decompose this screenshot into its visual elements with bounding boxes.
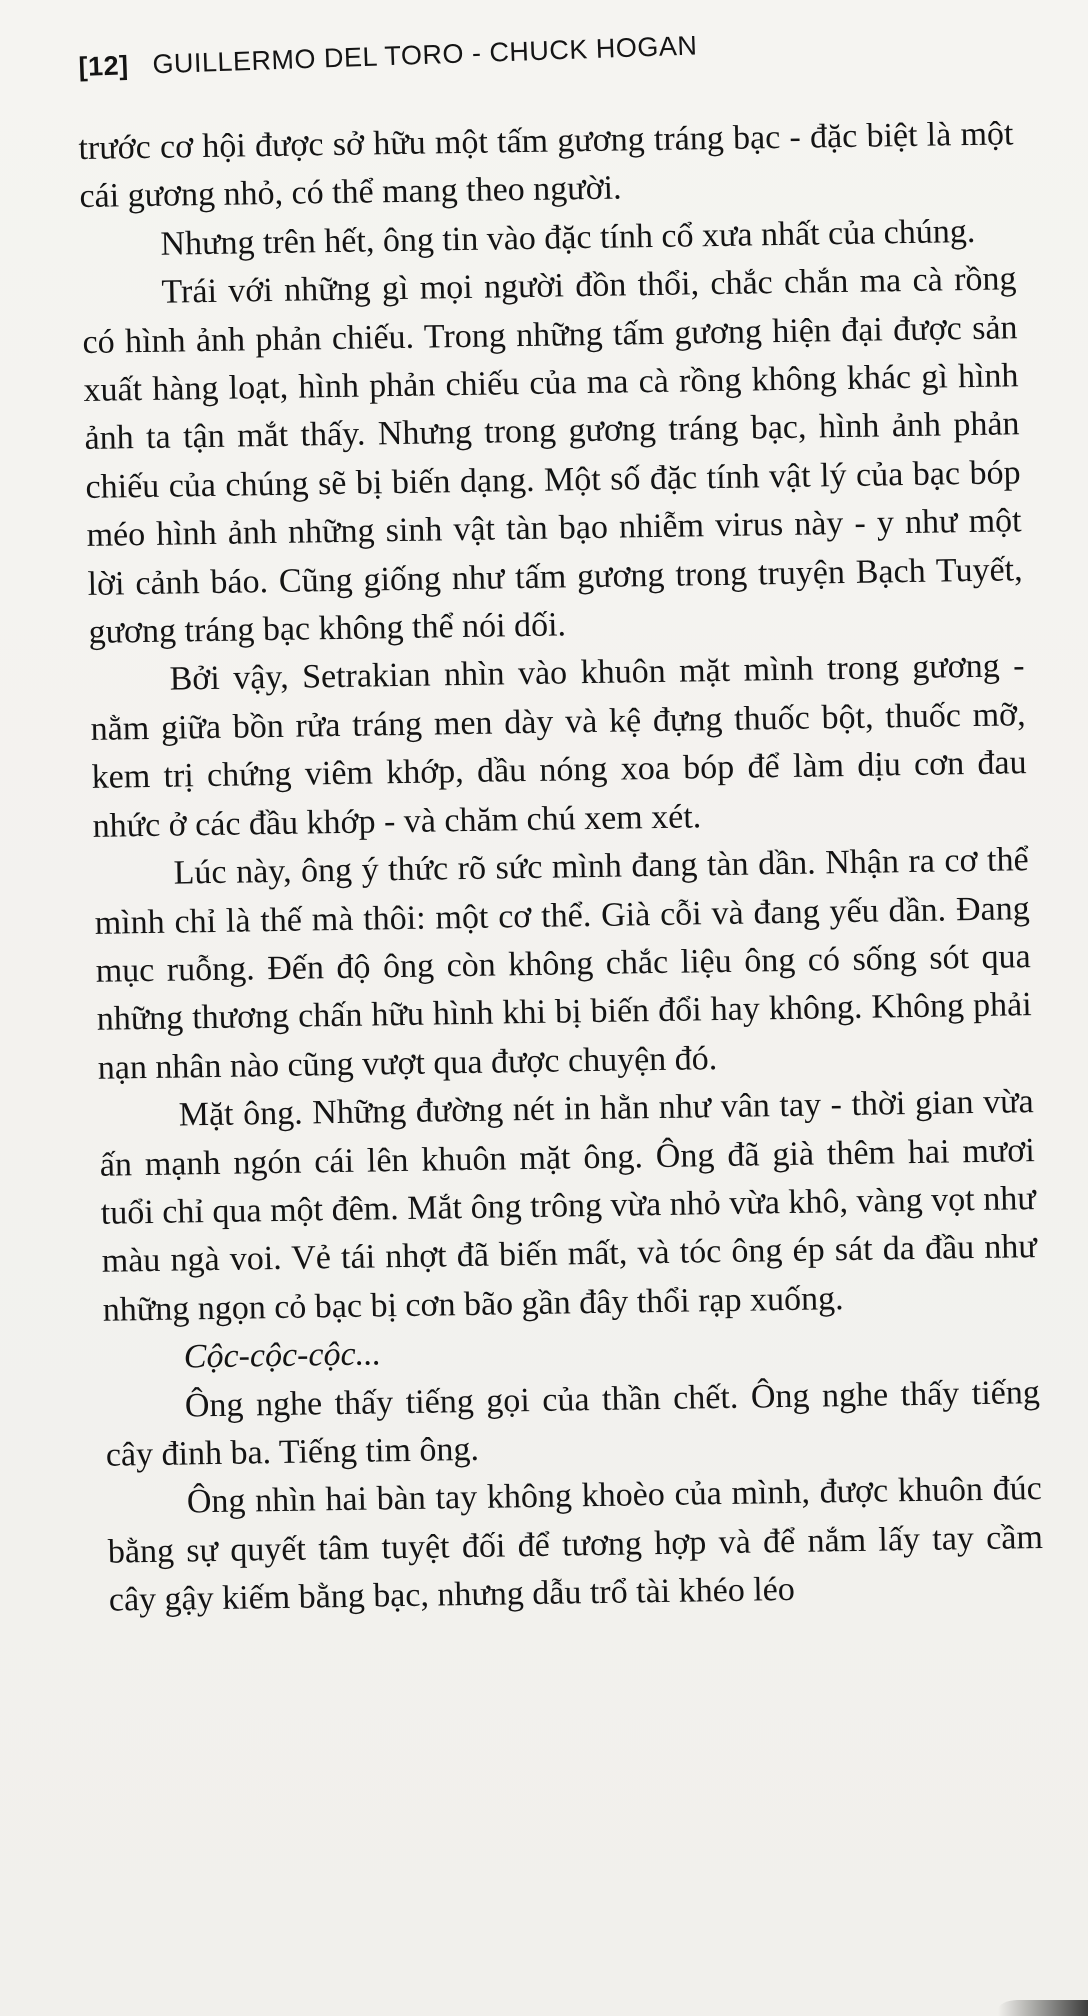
paragraph: Ông nhìn hai bàn tay không khoèo của mình, được khuôn đúc bằng sự quyết tâm tuyệt đối để tương hợp và để nắm lấy tay cầm cây gậy kiếm bằng bạc, nhưng dẫu trổ tài khéo léo (107, 1470, 1044, 1619)
paragraph: Trái với những gì mọi người đồn thổi, chắc chắn ma cà rồng có hình ảnh phản chiếu. Trong những tấm gương hiện đại được sản xuất hàng loạt, hình phản chiếu của ma cà rồng không khác gì hình ảnh ta tận mắt thấy. Nhưng trong gương tráng bạc, hình ảnh phản chiếu của chúng sẽ bị biến dạng. Một số đặc tính vật lý của bạc bóp méo hình ảnh những sinh vật tàn bạo nhiễm virus này - y như một lời cảnh báo. Cũng giống như tấm gương trong truyện Bạch Tuyết, gương tráng bạc không thể nói dối. (82, 260, 1023, 651)
page-number: [12] (78, 50, 130, 82)
paragraph-continuation: trước cơ hội được sở hữu một tấm gương tráng bạc - đặc biệt là một cái gương nhỏ, có thể mang theo người. (78, 115, 1014, 216)
body-text (78, 110, 1044, 1625)
page-edge-shadow (998, 2000, 1088, 2016)
sound-effect-line: Cộc-cộc-cộc... (183, 1335, 382, 1376)
paragraph: Bởi vậy, Setrakian nhìn vào khuôn mặt mình trong gương - nằm giữa bồn rửa tráng men dày và kệ đựng thuốc bột, thuốc mỡ, kem trị chứng viêm khớp, dầu nóng xoa bóp để làm dịu cơn đau nhức ở các đầu khớp - và chăm chú xem xét. (90, 647, 1027, 845)
paragraph: Lúc này, ông ý thức rõ sức mình đang tàn dần. Nhận ra cơ thể mình chỉ là thế mà thôi: một cơ thể. Già cỗi và đang yếu dần. Đang mục ruỗng. Đến độ ông còn không chắc liệu ông có sống sót qua những thương chấn hữu hình khi bị biến đổi hay không. Không phải nạn nhân nào cũng vượt qua được chuyện đó. (94, 841, 1033, 1087)
paragraph: Mặt ông. Những đường nét in hằn như vân tay - thời gian vừa ấn mạnh ngón cái lên khuôn mặt ông. Ông đã già thêm hai mươi tuổi chỉ qua một đêm. Mắt ông trông vừa nhỏ vừa khô, vàng vọt như màu ngà voi. Vẻ tái nhợt đã biến mất, và tóc ông ép sát da đầu như những ngọn cỏ bạc bị cơn bão gần đây thổi rạp xuống. (99, 1083, 1038, 1329)
paragraph: Ông nghe thấy tiếng gọi của thần chết. Ông nghe thấy tiếng cây đinh ba. Tiếng tim ông. (105, 1373, 1041, 1474)
paragraph: Nhưng trên hết, ông tin vào đặc tính cổ xưa nhất của chúng. (160, 212, 976, 263)
running-head: GUILLERMO DEL TORO - CHUCK HOGAN (151, 30, 698, 80)
page-header (78, 30, 699, 102)
